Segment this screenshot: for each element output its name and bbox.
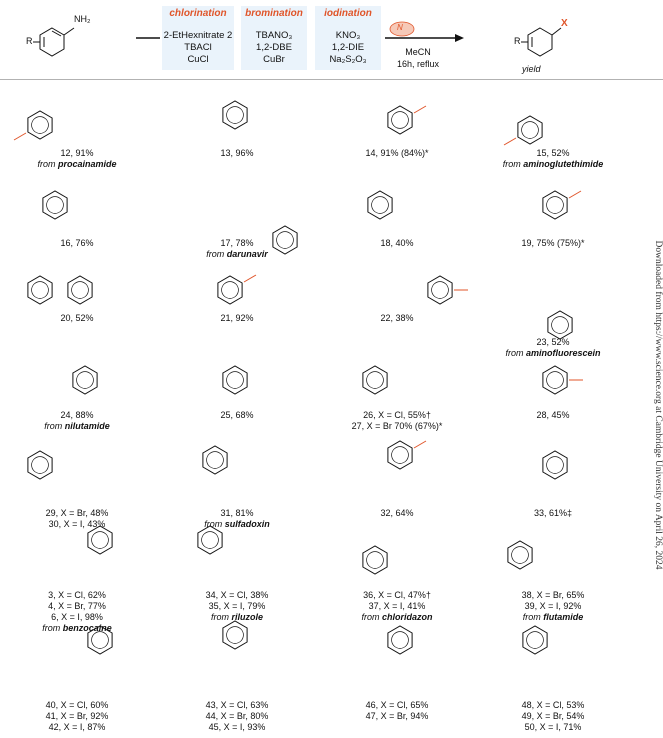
time-temperature-label: 16h, reflux <box>396 59 440 69</box>
ring-22 <box>428 276 452 304</box>
ring-38 <box>508 541 532 569</box>
iodination-reagent-2: 1,2-DIE <box>331 42 365 53</box>
ring-46 <box>388 626 412 654</box>
reactant-nh2: NH₂ <box>74 14 91 24</box>
compound-16-label: 16, 76% <box>60 238 94 248</box>
compound-19-label: 19, 75% (75%)* <box>521 238 585 248</box>
compound-50-label: 50, X = I, 71% <box>524 722 582 732</box>
ring-18 <box>368 191 392 219</box>
bond-21-iodo <box>244 275 256 282</box>
ring-15 <box>518 116 542 144</box>
compound-6-label: 6, X = I, 98% <box>51 612 103 622</box>
compound-31-source: from sulfadoxin <box>204 519 270 529</box>
compound-23-label: 23, 52% <box>536 337 570 347</box>
compound-27-label: 27, X = Br 70% (67%)* <box>351 421 443 431</box>
bromination-reagent-2: 1,2-DBE <box>256 42 292 53</box>
ring-23 <box>548 311 572 339</box>
solvent-label: MeCN <box>405 47 431 57</box>
compound-36-source: from chloridazon <box>361 612 433 622</box>
ring-12 <box>28 111 52 139</box>
compound-35-label: 35, X = I, 79% <box>208 601 266 611</box>
compound-21-label: 21, 92% <box>220 313 254 323</box>
iodination-title: iodination <box>324 8 372 19</box>
reactant-r: R <box>26 36 33 46</box>
compound-42-label: 42, X = I, 87% <box>48 722 106 732</box>
compound-structures <box>0 80 640 738</box>
ring-32 <box>388 441 412 469</box>
ring-48 <box>523 626 547 654</box>
compound-12-source: from procainamide <box>37 159 117 169</box>
bond-19-chloro <box>569 191 581 198</box>
catalyst-label: N <box>397 23 403 32</box>
ring-28 <box>543 366 567 394</box>
compound-15-label: 15, 52% <box>536 148 570 158</box>
ring-31 <box>203 446 227 474</box>
compound-39-label: 39, X = I, 92% <box>524 601 582 611</box>
compound-34-label: 34, X = Cl, 38% <box>205 590 269 600</box>
compound-49-label: 49, X = Br, 54% <box>521 711 585 721</box>
compound-17-label: 17, 78% <box>220 238 254 248</box>
bond-12-iodo <box>14 133 26 140</box>
iodination-reagent-1: KNO₃ <box>335 30 361 41</box>
compound-34-source: from riluzole <box>210 612 264 622</box>
compound-23-source: from aminofluorescein <box>505 348 601 358</box>
ring-33 <box>543 451 567 479</box>
compound-36-label: 36, X = Cl, 47%† <box>363 590 431 600</box>
chlorination-reagent-1: 2-EtHexnitrate 2 <box>163 30 233 41</box>
compound-12-label: 12, 91% <box>60 148 94 158</box>
bond-14-iodo <box>414 106 426 113</box>
compound-48-label: 48, X = Cl, 53% <box>521 700 585 710</box>
ring-19 <box>543 191 567 219</box>
compound-24-label: 24, 88% <box>60 410 94 420</box>
compound-32-label: 32, 64% <box>380 508 414 518</box>
compound-44-label: 44, X = Br, 80% <box>205 711 269 721</box>
chlorination-title: chlorination <box>169 8 227 19</box>
ring-14 <box>388 106 412 134</box>
chlorination-reagent-2: TBACl <box>184 42 212 53</box>
ring-13 <box>223 101 247 129</box>
compound-3-source: from benzocaine <box>42 623 112 633</box>
ring-16 <box>43 191 67 219</box>
compound-37-label: 37, X = I, 41% <box>368 601 426 611</box>
compound-47-label: 47, X = Br, 94% <box>365 711 429 721</box>
bromination-title: bromination <box>245 8 303 19</box>
compound-46-label: 46, X = Cl, 65% <box>365 700 429 710</box>
compound-20-label: 20, 52% <box>60 313 94 323</box>
ring-24 <box>73 366 97 394</box>
download-watermark <box>643 240 663 580</box>
compound-31-label: 31, 81% <box>220 508 254 518</box>
compound-38-source: from flutamide <box>522 612 584 622</box>
compound-28-label: 28, 45% <box>536 410 570 420</box>
compound-30-label: 30, X = I, 43% <box>48 519 106 529</box>
compound-26-label: 26, X = Cl, 55%† <box>363 410 431 420</box>
compound-40-label: 40, X = Cl, 60% <box>45 700 109 710</box>
compound-14-label: 14, 91% (84%)* <box>365 148 429 158</box>
compound-3-label: 3, X = Cl, 62% <box>48 590 106 600</box>
iodination-reagent-3: Na₂S₂O₃ <box>329 54 367 65</box>
compound-24-source: from nilutamide <box>44 421 110 431</box>
ring-36 <box>363 546 387 574</box>
compound-13-label: 13, 96% <box>220 148 254 158</box>
product-yield-label: yield <box>522 64 541 74</box>
compound-22-label: 22, 38% <box>380 313 414 323</box>
compound-45-label: 45, X = I, 93% <box>208 722 266 732</box>
ring-43 <box>223 621 247 649</box>
ring-3 <box>88 526 112 554</box>
compound-18-label: 18, 40% <box>380 238 414 248</box>
bromination-reagent-3: CuBr <box>263 54 285 65</box>
compound-41-label: 41, X = Br, 92% <box>45 711 109 721</box>
ring-20b <box>68 276 92 304</box>
compound-38-label: 38, X = Br, 65% <box>521 590 585 600</box>
ring-25 <box>223 366 247 394</box>
compound-4-label: 4, X = Br, 77% <box>48 601 106 611</box>
chlorination-reagent-3: CuCl <box>187 54 209 65</box>
product-r: R <box>514 36 521 46</box>
ring-29 <box>28 451 52 479</box>
bond-15-bromo <box>504 138 516 145</box>
ring-20a <box>28 276 52 304</box>
bromination-reagent-1: TBANO₃ <box>255 30 293 41</box>
ring-21 <box>218 276 242 304</box>
compound-43-label: 43, X = Cl, 63% <box>205 700 269 710</box>
ring-34 <box>198 526 222 554</box>
download-note-text: Downloaded from https://www.science.org at Cambridge University on April 26, 2024 <box>653 240 663 570</box>
compound-25-label: 25, 68% <box>220 410 254 420</box>
compound-33-label: 33, 61%‡ <box>533 508 573 518</box>
bond-32-iodo <box>414 441 426 448</box>
compound-29-label: 29, X = Br, 48% <box>45 508 109 518</box>
ring-26 <box>363 366 387 394</box>
compound-15-source: from aminoglutethimide <box>502 159 604 169</box>
compound-17-source: from darunavir <box>206 249 268 259</box>
product-x: X <box>561 18 568 29</box>
